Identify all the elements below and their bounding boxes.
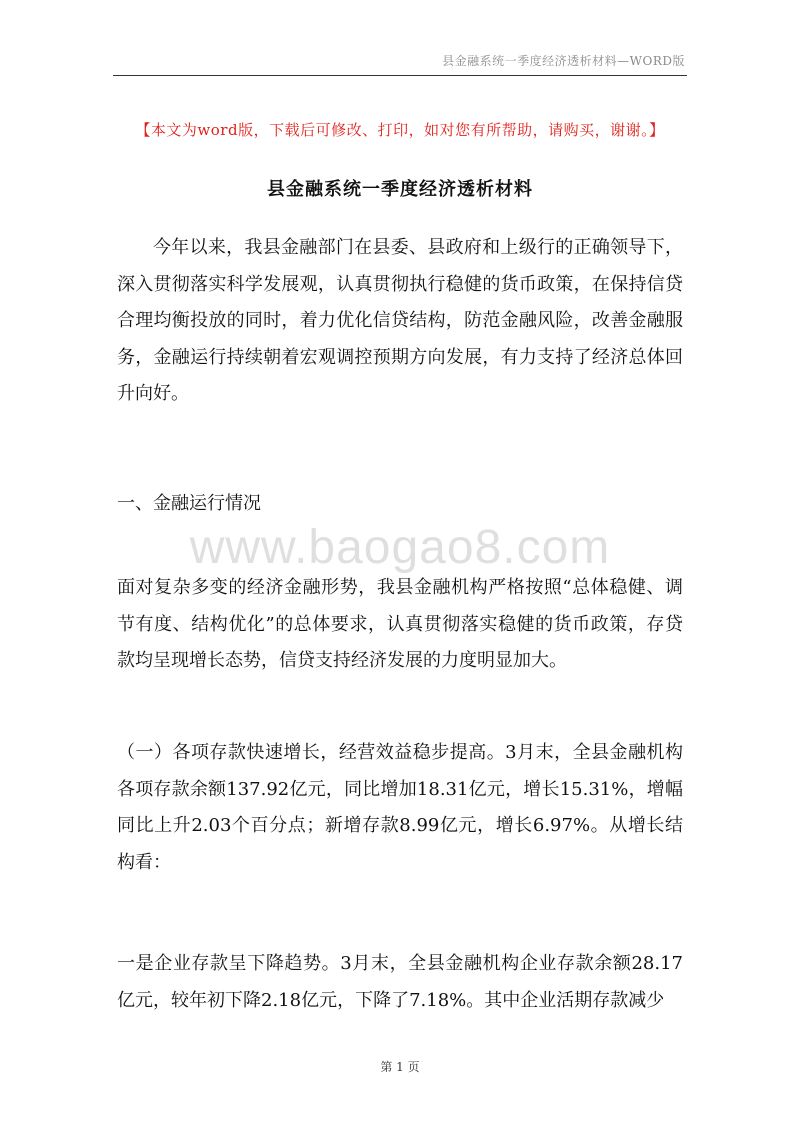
intro-paragraph: 今年以来，我县金融部门在县委、县政府和上级行的正确领导下，深入贯彻落实科学发展观，认真贯彻执行稳健的货币政策，在保持信贷合理均衡投放的同时，着力优化信贷结构，防范金融风险，改善金融服务，金融运行持续朝着宏观调控预期方向发展，有力支持了经济总体回升向好。 bbox=[117, 237, 683, 404]
overview-paragraph: 面对复杂多变的经济金融形势，我县金融机构严格按照“总体稳健、调节有度、结构优化”的总体要求，认真贯彻落实稳健的货币政策，存贷款均呈现增长态势，信贷支持经济发展的力度明显加大。 bbox=[117, 577, 683, 671]
download-notice: 【本文为word版，下载后可修改、打印，如对您有所帮助，请购买，谢谢。】 bbox=[135, 121, 665, 139]
section-heading: 一、金融运行情况 bbox=[117, 493, 261, 514]
watermark-text: www.baogao8.com bbox=[189, 521, 611, 574]
running-header: 县金融系统一季度经济透析材料—WORD版 bbox=[442, 54, 685, 68]
deposits-paragraph: （一）各项存款快速增长，经营效益稳步提高。3月末，全县金融机构各项存款余额137.92亿元，同比增加18.31亿元，增长15.31%，增幅同比上升2.03个百分点；新增存款8.99亿元，增长6.97%。从增长结构看： bbox=[117, 742, 683, 873]
document-title: 县金融系统一季度经济透析材料 bbox=[267, 179, 533, 200]
page-number: 第 1 页 bbox=[380, 1060, 420, 1074]
enterprise-deposits-paragraph: 一是企业存款呈下降趋势。3月末，全县金融机构企业存款余额28.17亿元，较年初下降2.18亿元，下降了7.18%。其中企业活期存款减少 bbox=[117, 953, 683, 1011]
header-divider bbox=[113, 75, 687, 76]
